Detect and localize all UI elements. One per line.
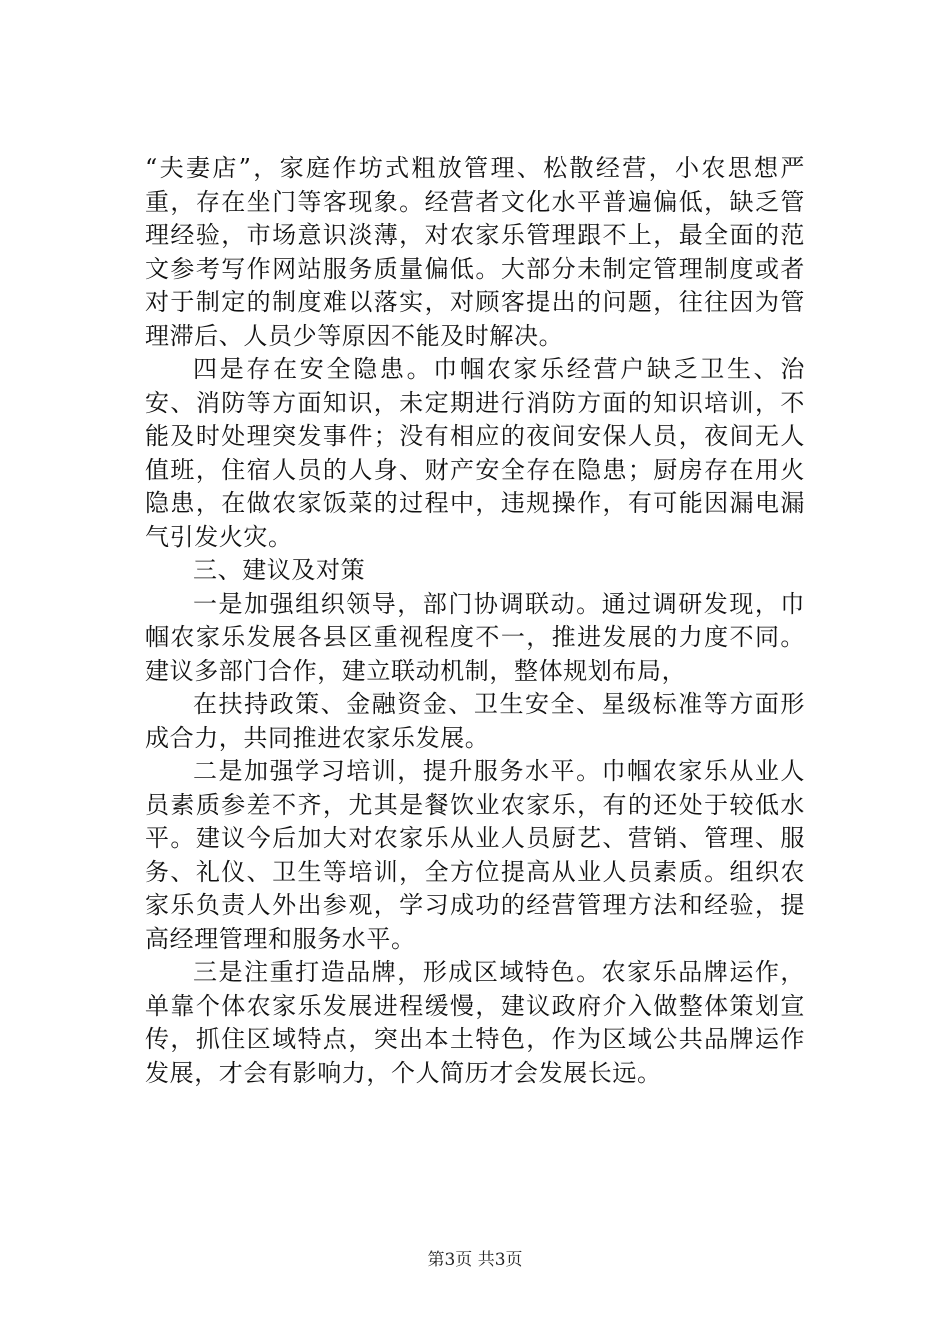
paragraph-continuation: “夫妻店”，家庭作坊式粗放管理、松散经营，小农思想严重，存在坐门等客现象。经营者文化水平普遍偏低，缺乏管理经验，市场意识淡薄，对农家乐管理跟不上，最全面的范文参考写作网站服务质量偏低。大部分未制定管理制度或者对于制定的制度难以落实，对顾客提出的问题，往往因为管理滞后、人员少等原因不能及时解决。 bbox=[145, 154, 805, 350]
paragraph-organization-leadership: 一是加强组织领导，部门协调联动。通过调研发现，巾帼农家乐发展各县区重视程度不一，推进发展的力度不同。建议多部门合作，建立联动机制，整体规划布局， bbox=[145, 589, 805, 685]
paragraph-training: 二是加强学习培训，提升服务水平。巾帼农家乐从业人员素质参差不齐，尤其是餐饮业农家乐，有的还处于较低水平。建议今后加大对农家乐从业人员厨艺、营销、管理、服务、礼仪、卫生等培训，全方位提高从业人员素质。组织农家乐负责人外出参观，学习成功的经营管理方法和经验，提高经理管理和服务水平。 bbox=[145, 757, 805, 953]
paragraph-branding: 三是注重打造品牌，形成区域特色。农家乐品牌运作，单靠个体农家乐发展进程缓慢，建议政府介入做整体策划宣传，抓住区域特点，突出本土特色，作为区域公共品牌运作发展，才会有影响力，个人简历才会发展长远。 bbox=[145, 958, 805, 1087]
paragraph-policy-support: 在扶持政策、金融资金、卫生安全、星级标准等方面形成合力，共同推进农家乐发展。 bbox=[145, 690, 805, 752]
paragraph-safety-hazards: 四是存在安全隐患。巾帼农家乐经营户缺乏卫生、治安、消防等方面知识，未定期进行消防方面的知识培训，不能及时处理突发事件；没有相应的夜间安保人员，夜间无人值班，住宿人员的人身、财产安全存在隐患；厨房存在用火隐患，在做农家饭菜的过程中，违规操作，有可能因漏电漏气引发火灾。 bbox=[145, 355, 805, 551]
document-body bbox=[145, 152, 805, 1090]
page-number-footer: 第3页 共3页 bbox=[427, 1250, 523, 1270]
section-heading-suggestions: 三、建议及对策 bbox=[193, 556, 366, 584]
